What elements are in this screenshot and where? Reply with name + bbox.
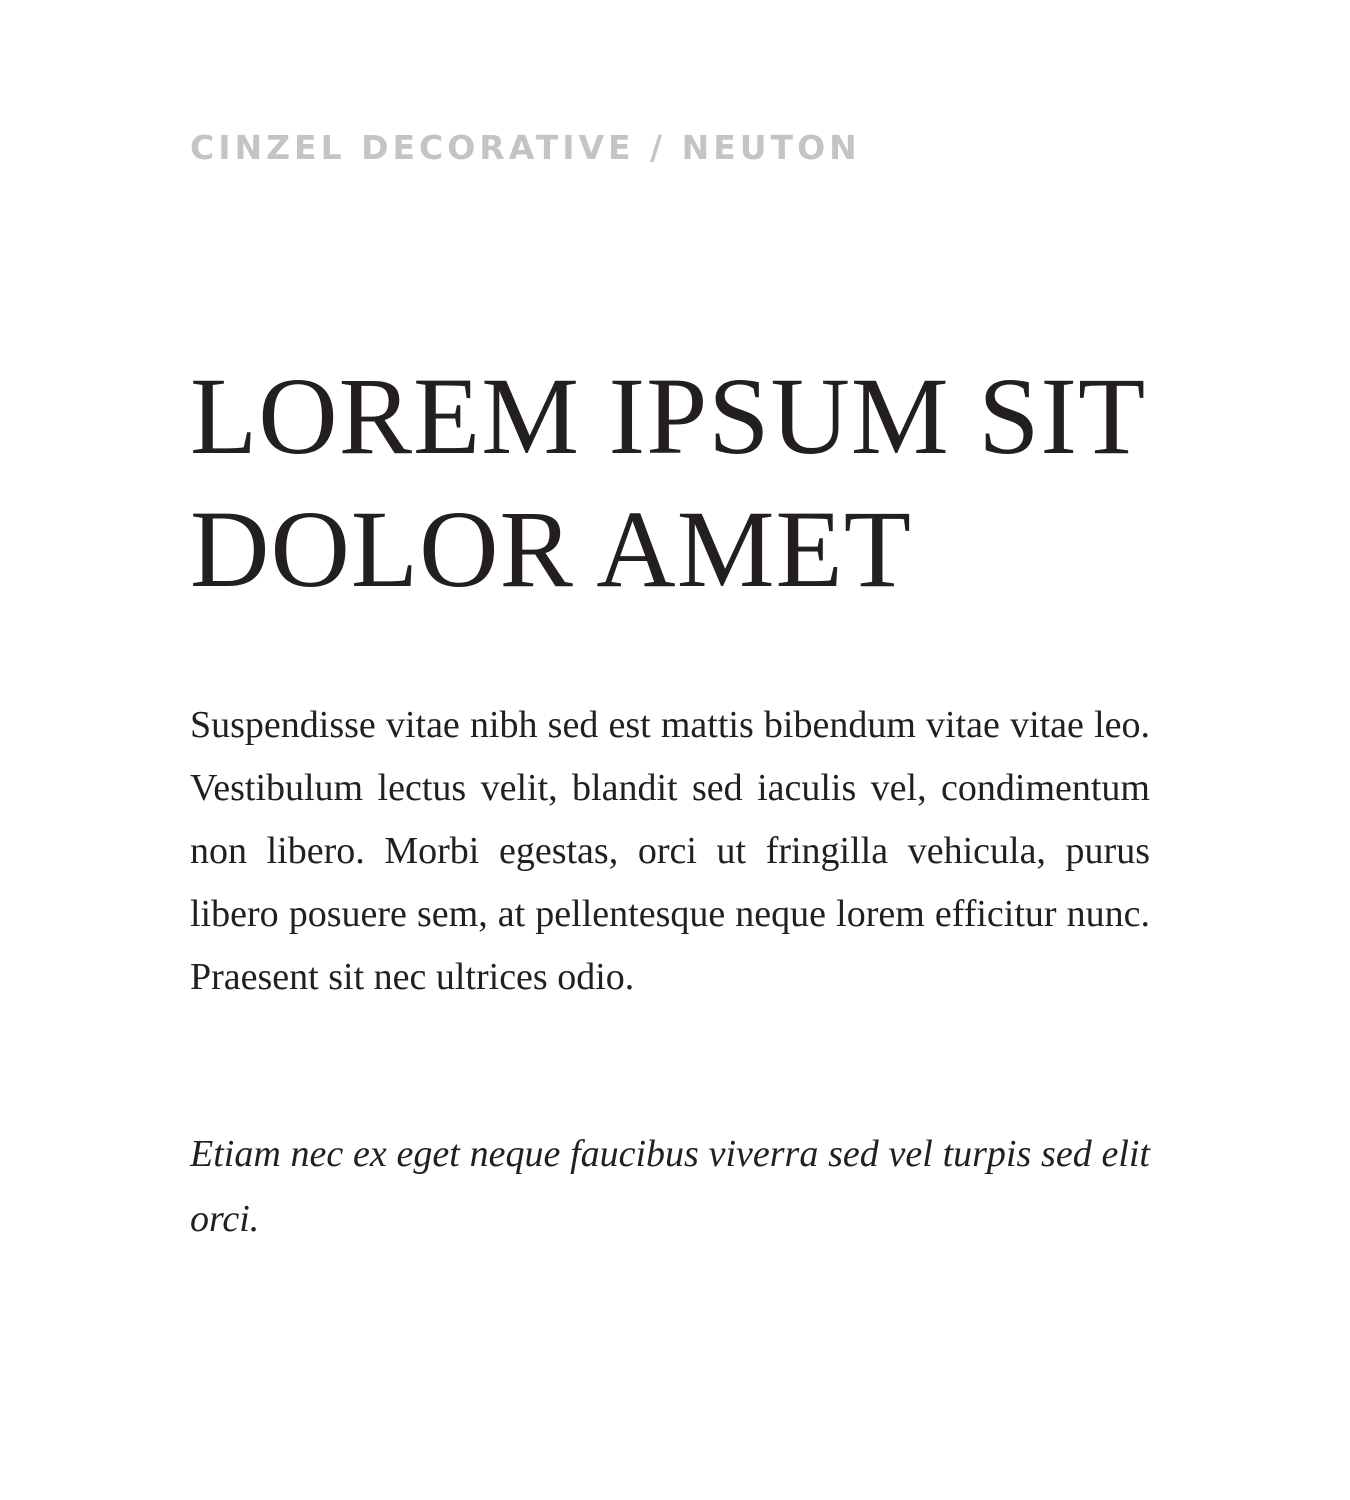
italic-paragraph: Etiam nec ex eget neque faucibus viverra sed vel turpis sed elit orci. — [190, 1133, 1150, 1240]
font-pairing-label: CINZEL DECORATIVE / NEUTON — [190, 128, 861, 167]
body-paragraph: Suspendisse vitae nibh sed est mattis bibendum vitae vitae leo. Vestibulum lectus velit, blandit sed iaculis vel, condimentum non libero. Morbi egestas, orci ut fringilla vehicula, purus libero posuere sem, at pellentesque neque lorem efficitur nunc. Praesent sit nec ultrices odio. — [190, 704, 1150, 998]
headline: LOREM IPSUM SIT DOLOR AMET — [190, 355, 1145, 610]
